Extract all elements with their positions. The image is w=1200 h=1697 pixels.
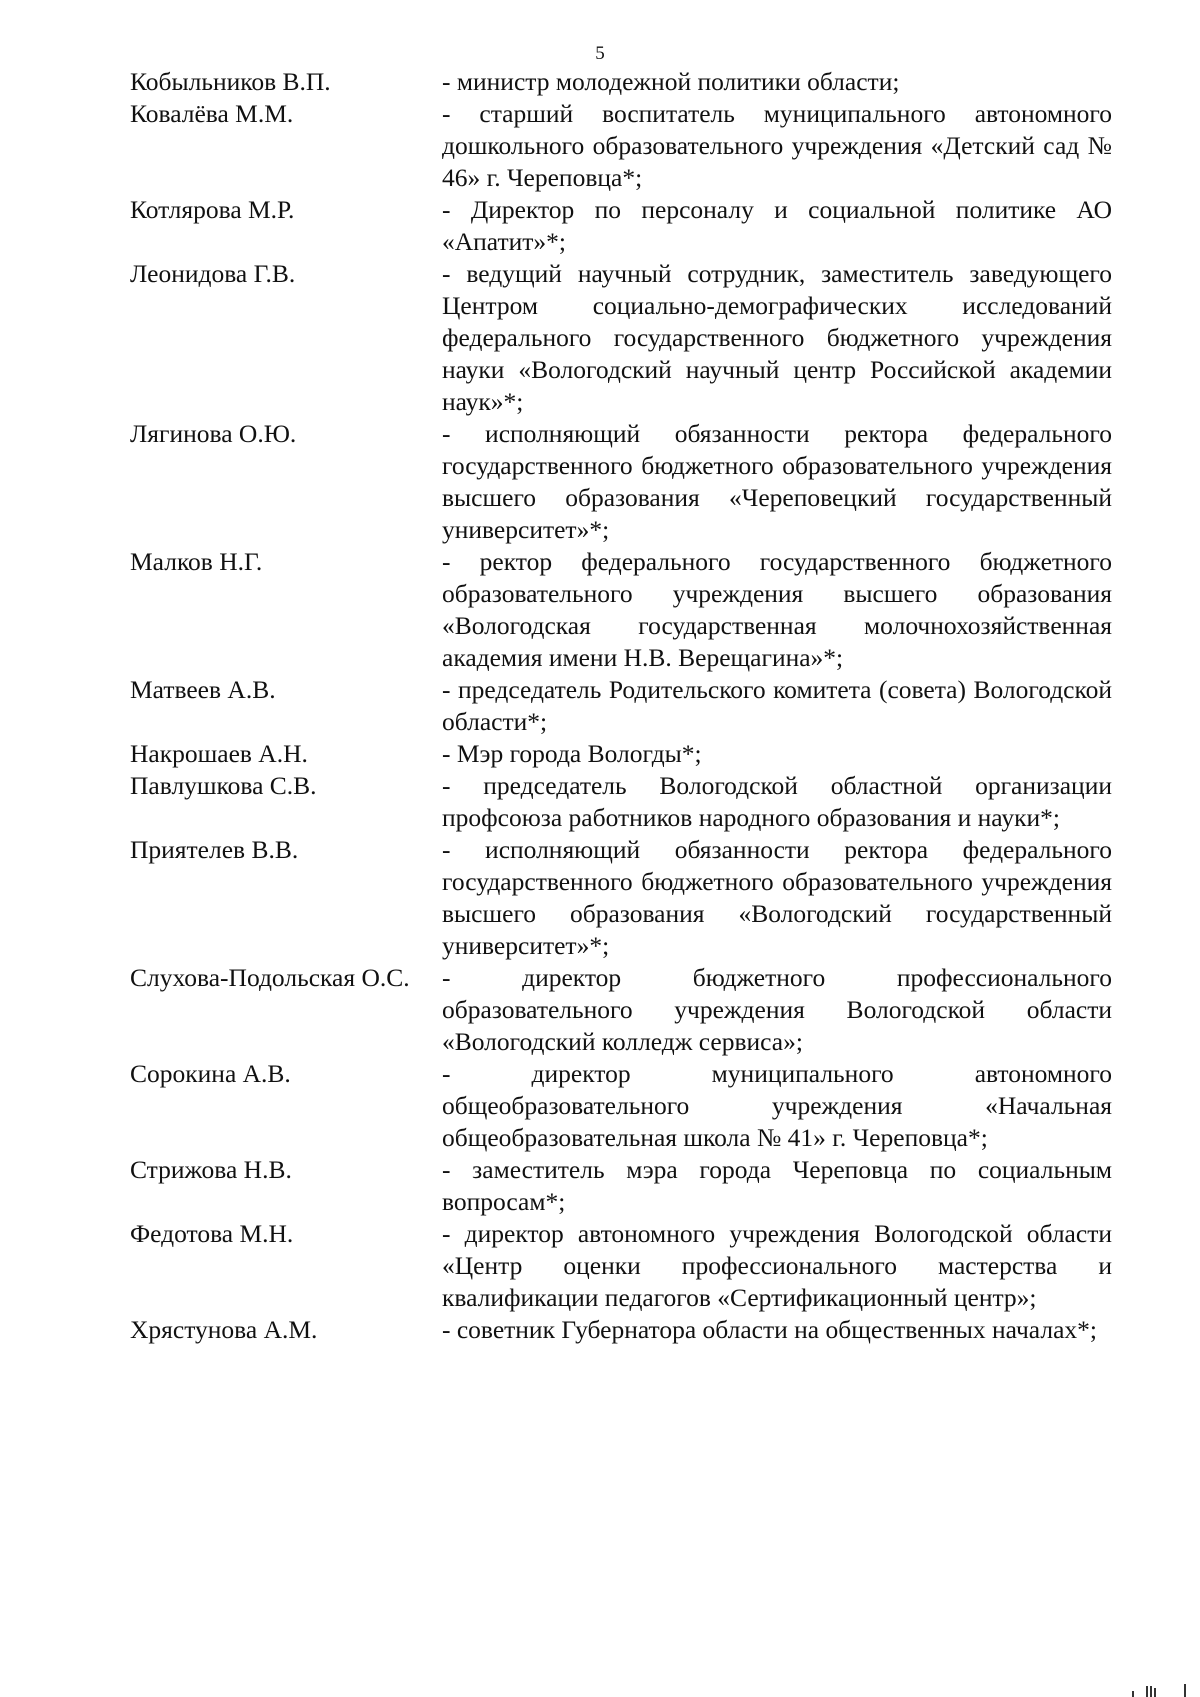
member-name: Накрошаев А.Н. [130,739,308,768]
member-name: Матвеев А.В. [130,675,276,704]
member-row [130,770,1112,834]
member-role: - заместитель мэра города Череповца по социальным вопросам*; [442,1155,1112,1216]
page-number: 5 [595,43,605,64]
member-role: - Мэр города Вологды*; [442,739,702,768]
member-name: Ковалёва М.М. [130,99,294,128]
member-role: - ректор федерального государственного бюджетного образовательного учреждения высшего образования «Вологодская государственная молочнохозяйственная академия имени Н.В. Верещагина»*; [442,547,1112,672]
member-role: - старший воспитатель муниципального автономного дошкольного образовательного учреждения «Детский сад № 46» г. Череповца*; [442,99,1112,192]
members-list [130,66,1112,1346]
member-role: - председатель Вологодской областной организации профсоюза работников народного образования и науки*; [442,771,1112,832]
member-role: - ведущий научный сотрудник, заместитель заведующего Центром социально-демографических исследований федерального государственного бюджетного учреждения науки «Вологодский научный центр Российской академии наук»*; [442,259,1112,416]
member-name: Котлярова М.Р. [130,195,295,224]
member-role: - Директор по персоналу и социальной политике АО «Апатит»*; [442,195,1112,256]
member-row [130,194,1112,258]
member-name: Хрястунова А.М. [130,1315,318,1344]
member-row [130,418,1112,546]
member-row [130,1314,1112,1346]
member-name: Приятелев В.В. [130,835,299,864]
member-role: - исполняющий обязанности ректора федерального государственного бюджетного образовательного учреждения высшего образования «Вологодский государственный университет»*; [442,835,1112,960]
member-name: Малков Н.Г. [130,547,263,576]
member-row [130,98,1112,194]
scan-artifact-marks [1130,1684,1190,1697]
member-row [130,66,1112,98]
member-name: Лягинова О.Ю. [130,419,297,448]
member-row [130,738,1112,770]
member-row [130,674,1112,738]
member-row [130,1058,1112,1154]
member-row [130,258,1112,418]
member-name: Кобыльников В.П. [130,67,331,96]
member-role: - директор муниципального автономного общеобразовательного учреждения «Начальная общеобразовательная школа № 41» г. Череповца*; [442,1059,1112,1152]
member-role: - министр молодежной политики области; [442,67,900,96]
member-row [130,1218,1112,1314]
member-name: Павлушкова С.В. [130,771,317,800]
member-role: - директор автономного учреждения Вологодской области «Центр оценки профессионального мастерства и квалификации педагогов «Сертификационный центр»; [442,1219,1112,1312]
member-role: - председатель Родительского комитета (совета) Вологодской области*; [442,675,1112,736]
member-name: Стрижова Н.В. [130,1155,292,1184]
member-name: Федотова М.Н. [130,1219,294,1248]
member-role: - советник Губернатора области на общественных началах*; [442,1315,1097,1344]
member-role: - исполняющий обязанности ректора федерального государственного бюджетного образовательного учреждения высшего образования «Череповецкий государственный университет»*; [442,419,1112,544]
member-row [130,962,1112,1058]
member-role: - директор бюджетного профессионального образовательного учреждения Вологодской области «Вологодский колледж сервиса»; [442,963,1112,1056]
member-row [130,834,1112,962]
member-name: Леонидова Г.В. [130,259,296,288]
member-row [130,546,1112,674]
member-name: Слухова-Подольская О.С. [130,963,410,992]
member-row [130,1154,1112,1218]
member-name: Сорокина А.В. [130,1059,291,1088]
